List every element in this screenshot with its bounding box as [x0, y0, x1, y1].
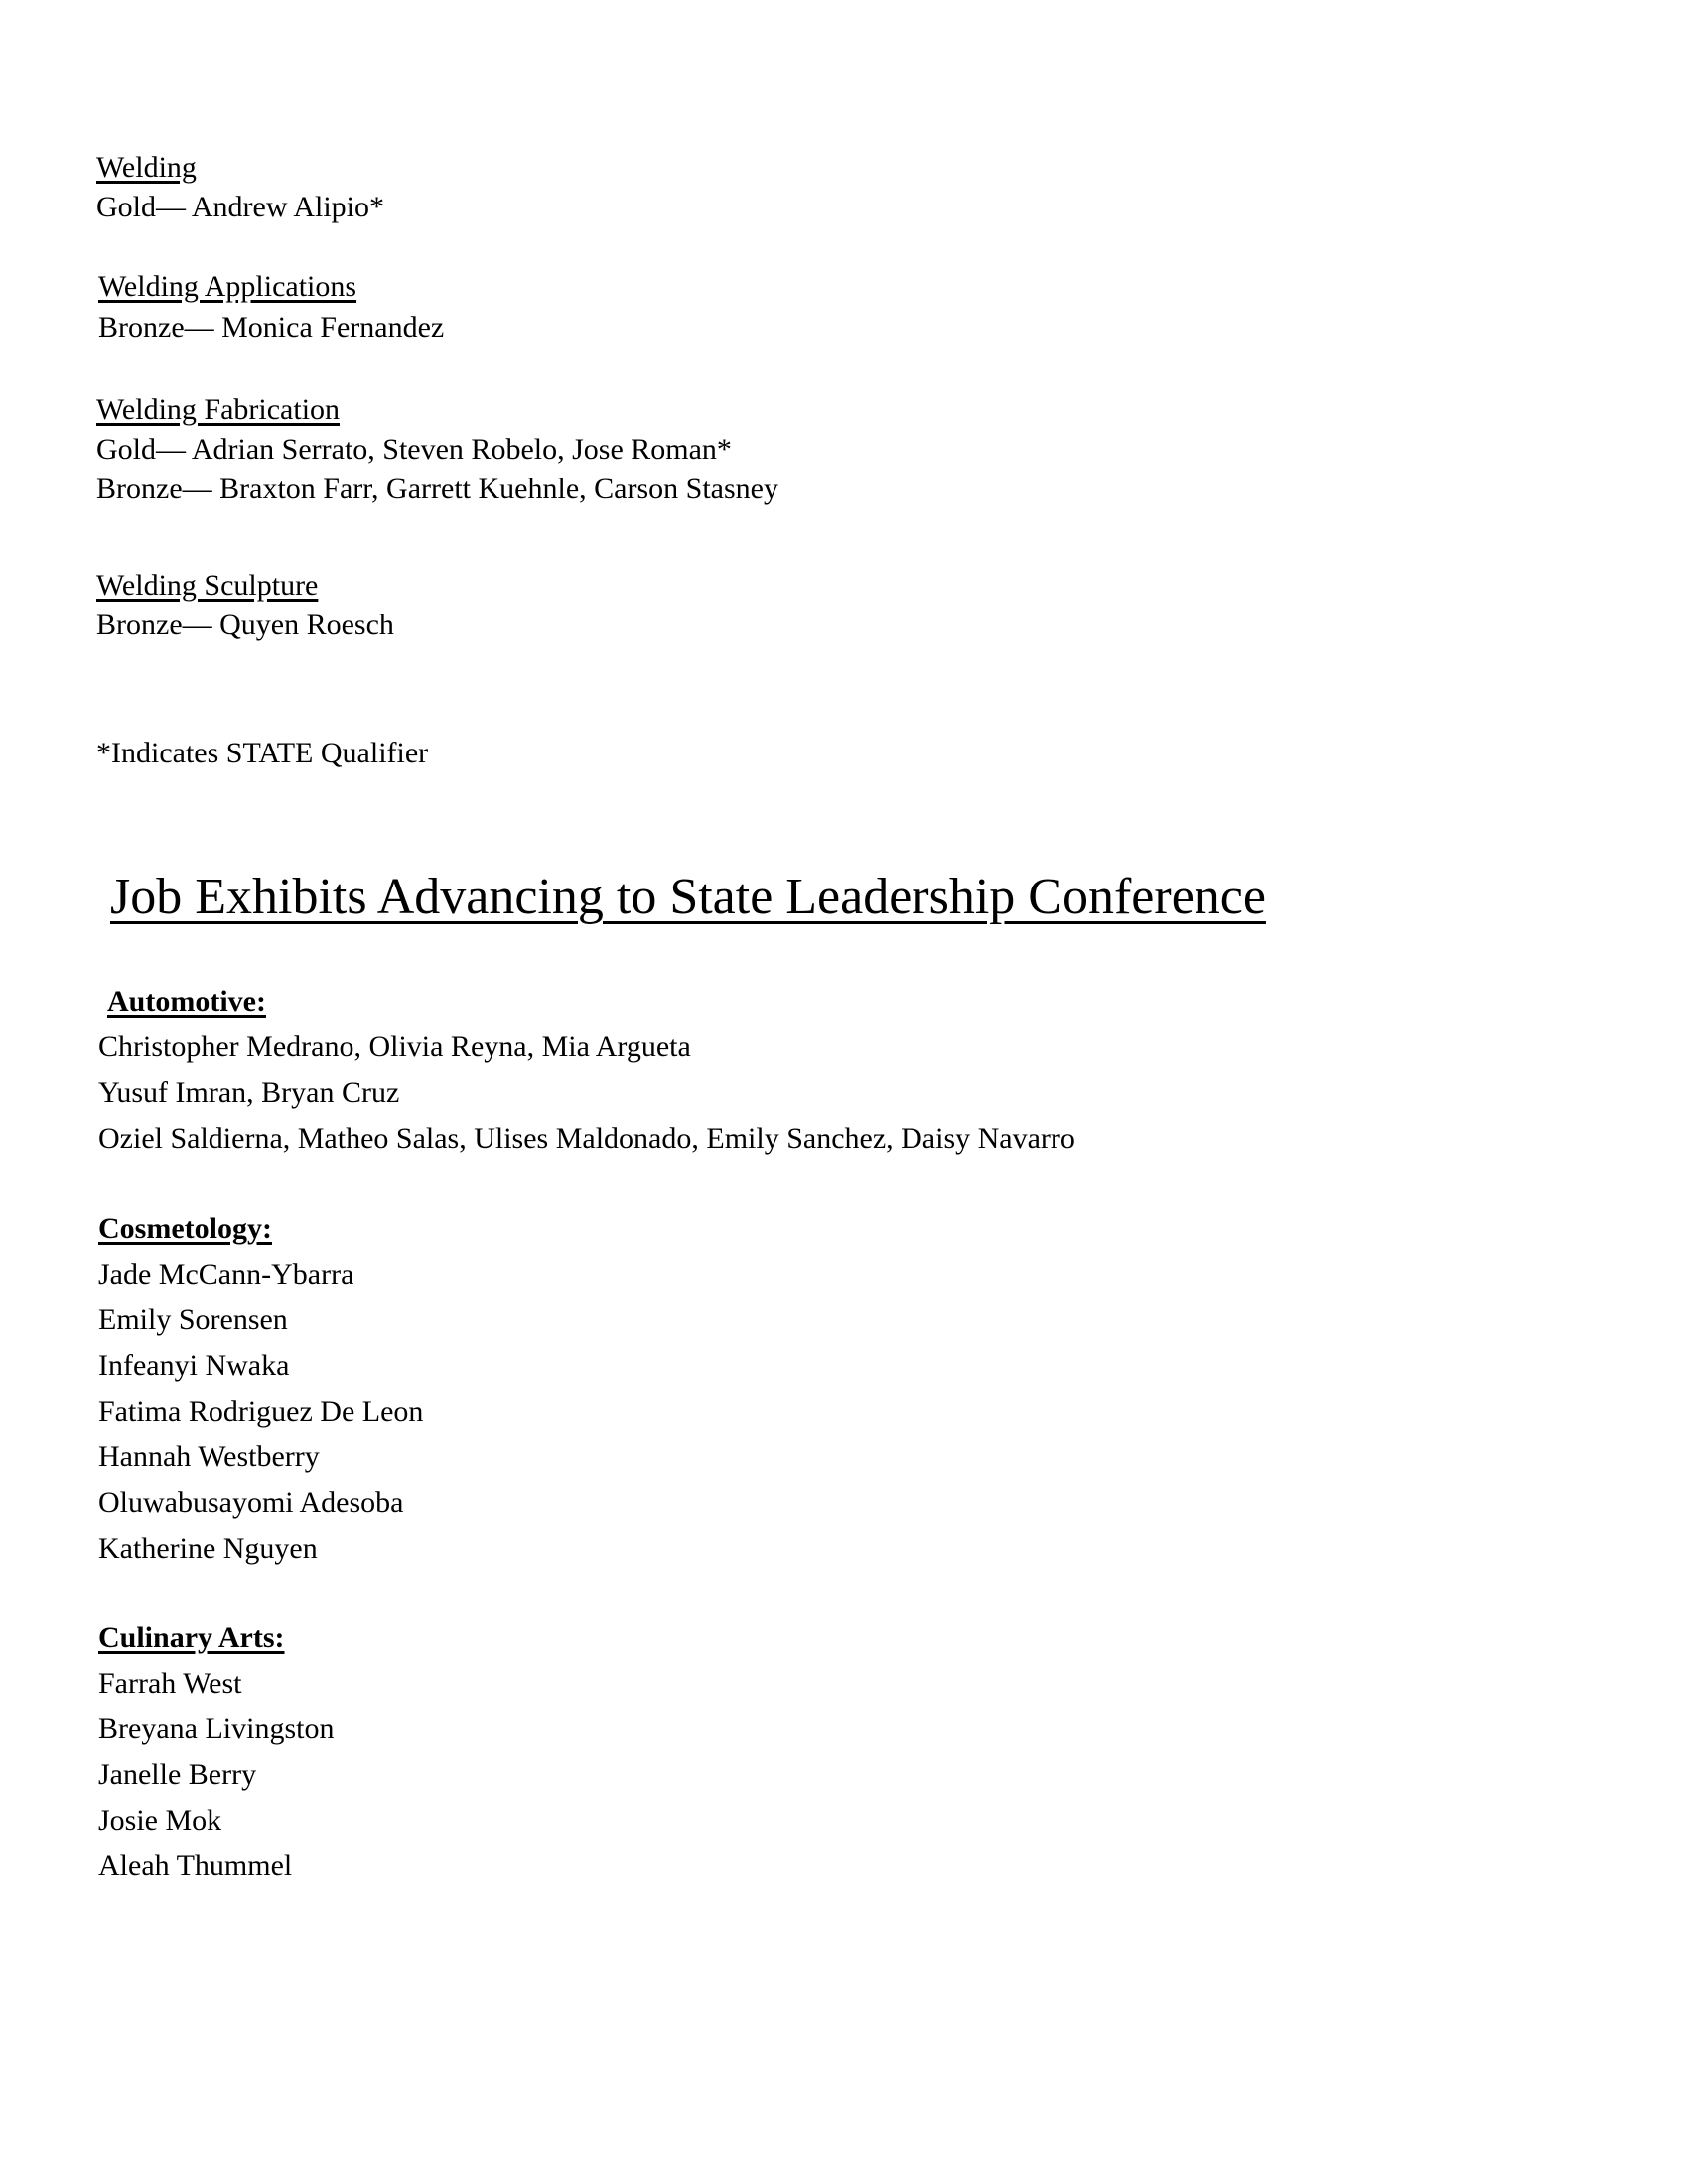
name-line: Aleah Thummel [98, 1849, 293, 1882]
name-line: Fatima Rodriguez De Leon [98, 1395, 424, 1428]
name-line: Emily Sorensen [98, 1303, 288, 1336]
name-line: Yusuf Imran, Bryan Cruz [98, 1076, 400, 1109]
name-line: Christopher Medrano, Olivia Reyna, Mia Argueta [98, 1030, 691, 1063]
name-line: Oluwabusayomi Adesoba [98, 1486, 404, 1519]
award-line: Gold— Adrian Serrato, Steven Robelo, Jose Roman* [96, 433, 732, 466]
award-line: Bronze— Braxton Farr, Garrett Kuehnle, Carson Stasney [96, 473, 778, 505]
category-welding-applications: Welding Applications [98, 270, 357, 303]
state-qualifier-footnote: *Indicates STATE Qualifier [96, 737, 429, 769]
name-line: Oziel Saldierna, Matheo Salas, Ulises Maldonado, Emily Sanchez, Daisy Navarro [98, 1122, 1075, 1155]
name-line: Infeanyi Nwaka [98, 1349, 290, 1382]
name-line: Breyana Livingston [98, 1712, 335, 1745]
name-line: Farrah West [98, 1667, 242, 1700]
section-heading-cosmetology: Cosmetology: [98, 1212, 272, 1245]
name-line: Josie Mok [98, 1804, 222, 1837]
section-heading-culinary-arts: Culinary Arts: [98, 1621, 285, 1654]
award-line: Bronze— Quyen Roesch [96, 609, 394, 641]
job-exhibits-title: Job Exhibits Advancing to State Leadership Conference [110, 869, 1266, 925]
category-welding-sculpture: Welding Sculpture [96, 569, 319, 602]
section-heading-automotive: Automotive: [107, 985, 266, 1018]
name-line: Jade McCann-Ybarra [98, 1258, 354, 1291]
name-line: Hannah Westberry [98, 1440, 320, 1473]
category-welding-fabrication: Welding Fabrication [96, 393, 341, 426]
category-welding: Welding [96, 151, 197, 184]
award-line: Gold— Andrew Alipio* [96, 191, 384, 223]
award-line: Bronze— Monica Fernandez [98, 311, 445, 343]
name-line: Katherine Nguyen [98, 1532, 318, 1565]
name-line: Janelle Berry [98, 1758, 257, 1791]
